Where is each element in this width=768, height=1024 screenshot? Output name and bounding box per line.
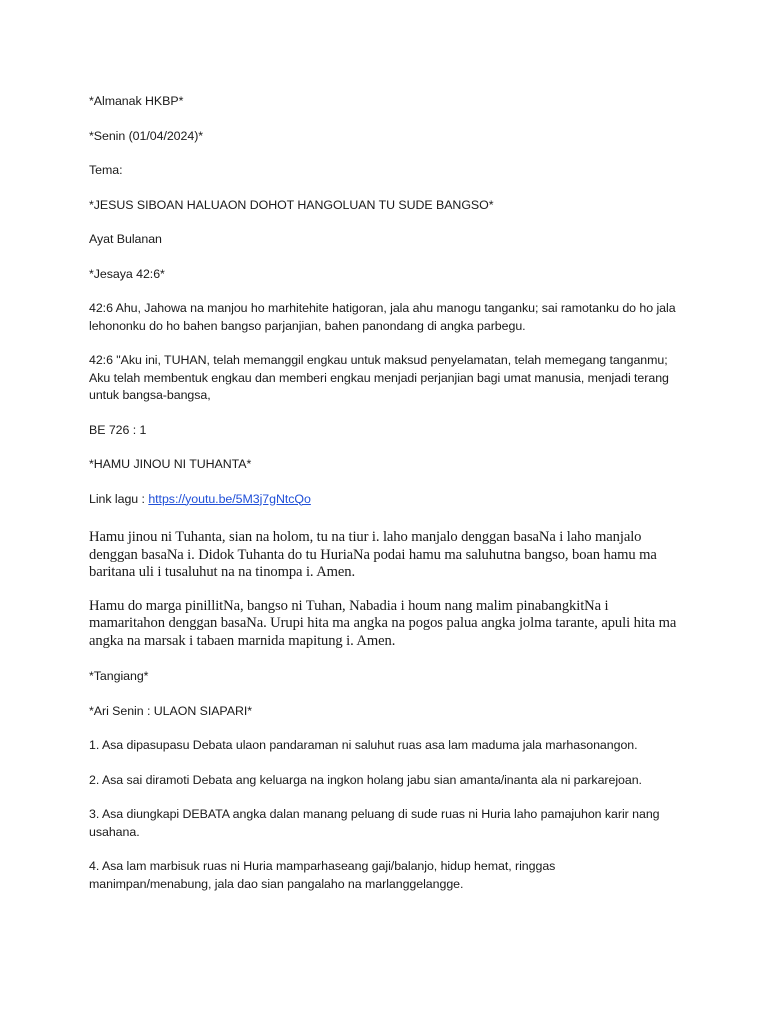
document-date: *Senin (01/04/2024)* [89,128,204,143]
hymn-verse-2: Hamu do marga pinillitNa, bangso ni Tuhan, Nabadia i houm nang malim pinabangkitNa i mamaritahon denggan basaNa. Urupi hita ma angka na pogos palua angka jolma tarante, apuli hita ma angka na marsak i tabaen marnida mapitung i. Amen. [89,597,677,649]
ayat-label: Ayat Bulanan [89,232,162,246]
tema-label: Tema: [89,163,123,177]
prayer-item: 3. Asa diungkapi DEBATA angka dalan manang peluang di sude ruas ni Huria laho pamajuhon karir nang usahana. [89,807,660,839]
hymn-link-line [89,491,679,509]
verse-batak: 42:6 Ahu, Jahowa na manjou ho marhitehite hatigoran, jala ahu manogu tanganku; sai ramotanku do ho jala lehononku do ho bahen bangso parjanjian, bahen panondang di angka parbegu. [89,301,676,333]
document-title: *Almanak HKBP* [89,94,184,108]
youtube-link[interactable]: https://youtu.be/5M3j7gNtcQo [148,491,311,506]
prayer-item: 1. Asa dipasupasu Debata ulaon pandaraman ni saluhut ruas asa lam maduma jala marhasonangon. [89,738,638,752]
verse-indonesian: 42:6 "Aku ini, TUHAN, telah memanggil engkau untuk maksud penyelamatan, telah memegang tanganmu; Aku telah membentuk engkau dan memberi engkau menjadi perjanjian bagi umat manusia, menjadi terang untuk bangsa-bangsa, [89,353,669,402]
hymn-number: BE 726 : 1 [89,422,147,437]
link-label: Link lagu : [89,491,149,506]
document-body [89,93,679,910]
ari-senin-heading: *Ari Senin : ULAON SIAPARI* [89,703,253,718]
tangiang-heading: *Tangiang* [89,669,149,683]
hymn-verse-1: Hamu jinou ni Tuhanta, sian na holom, tu na tiur i. laho manjalo denggan basaNa i laho manjalo denggan basaNa i. Didok Tuhanta do tu HuriaNa podai hamu ma saluhutna bangso, boan hamu ma baritana uli i tusaluhut na na tinompa i. Amen. [89,529,657,580]
prayer-item: 2. Asa sai diramoti Debata ang keluarga na ingkon holang jabu sian amanta/inanta ala ni parkarejoan. [89,772,642,787]
ayat-reference: *Jesaya 42:6* [89,266,165,281]
hymn-title: *HAMU JINOU NI TUHANTA* [89,457,252,471]
prayer-item: 4. Asa lam marbisuk ruas ni Huria mamparhaseang gaji/balanjo, hidup hemat, ringgas manimpan/menabung, jala dao sian pangalaho na marlanggelangge. [89,859,556,891]
tema-text: *JESUS SIBOAN HALUAON DOHOT HANGOLUAN TU SUDE BANGSO* [89,197,494,212]
